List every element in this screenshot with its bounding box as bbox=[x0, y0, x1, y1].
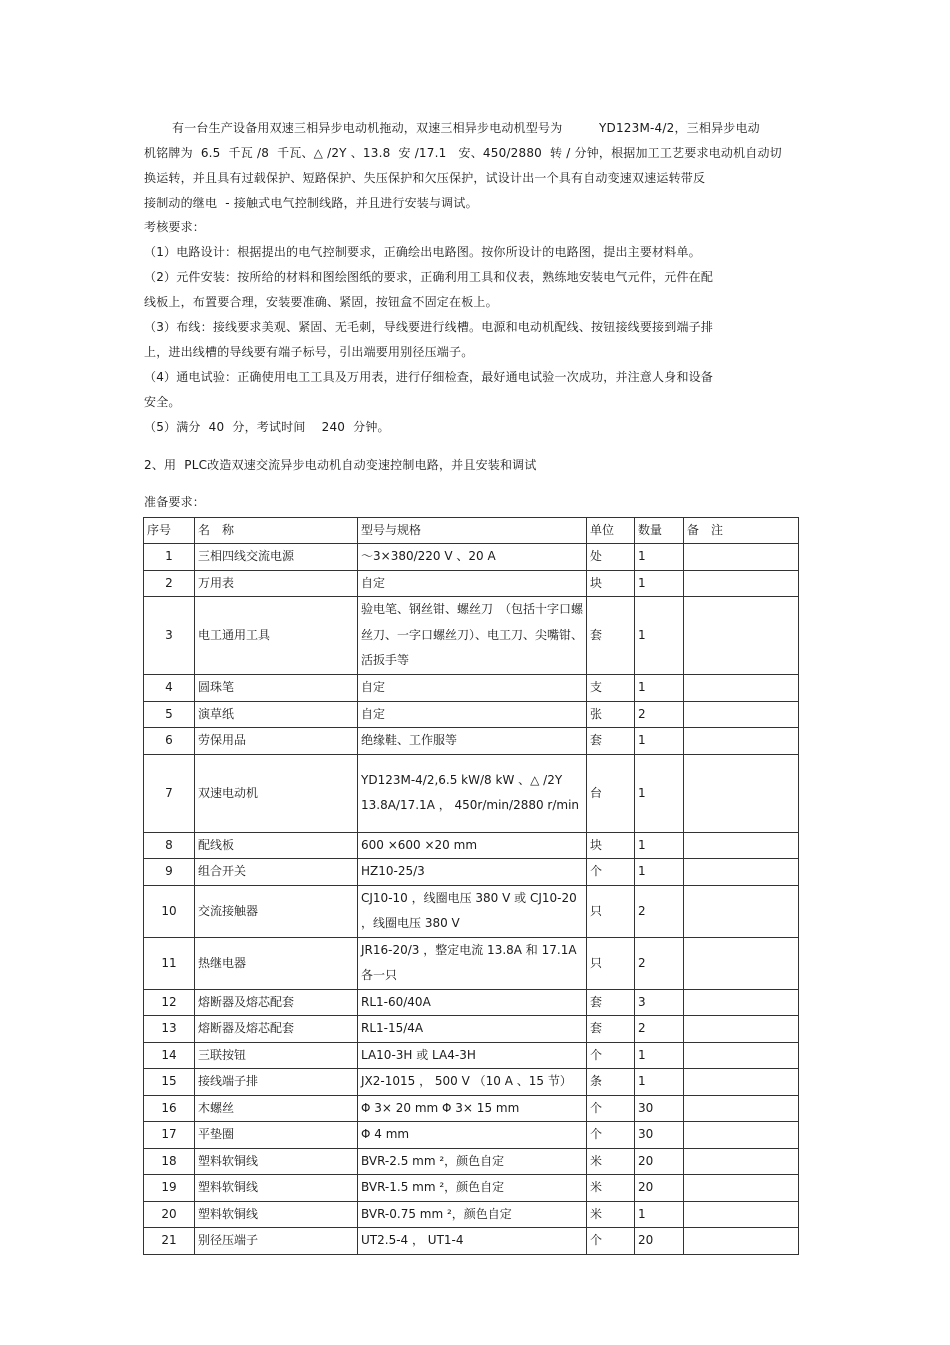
cell-unit: 块 bbox=[587, 570, 635, 597]
assessment-item: （1）电路设计：根据提出的电气控制要求，正确绘出电路图。按你所设计的电路图，提出主要材料单。 bbox=[144, 245, 701, 259]
cell-name: 塑料软铜线 bbox=[195, 1175, 358, 1202]
cell-qty: 1 bbox=[635, 728, 684, 755]
cell-no: 16 bbox=[144, 1095, 195, 1122]
cell-name: 组合开关 bbox=[195, 859, 358, 886]
table-row bbox=[144, 1042, 799, 1069]
cell-name: 配线板 bbox=[195, 832, 358, 859]
cell-no: 7 bbox=[144, 754, 195, 832]
intro-line: 换运转，并且具有过载保护、短路保护、失压保护和欠压保护，试设计出一个具有自动变速双速运转带反 bbox=[144, 171, 706, 185]
cell-qty: 1 bbox=[635, 1201, 684, 1228]
cell-note bbox=[684, 1228, 799, 1255]
cell-spec: 验电笔、钢丝钳、螺丝刀 （包括十字口螺丝刀、一字口螺丝刀）、电工刀、尖嘴钳、活扳手等 bbox=[358, 597, 587, 675]
cell-no: 9 bbox=[144, 859, 195, 886]
cell-name: 演草纸 bbox=[195, 701, 358, 728]
cell-name: 熔断器及熔芯配套 bbox=[195, 989, 358, 1016]
cell-no: 18 bbox=[144, 1148, 195, 1175]
cell-note bbox=[684, 701, 799, 728]
table-row bbox=[144, 937, 799, 989]
cell-name: 双速电动机 bbox=[195, 754, 358, 832]
table-row bbox=[144, 1122, 799, 1149]
cell-unit: 米 bbox=[587, 1201, 635, 1228]
cell-name: 塑料软铜线 bbox=[195, 1201, 358, 1228]
assessment-item: （4）通电试验：正确使用电工工具及万用表，进行仔细检查，最好通电试验一次成功，并注意人身和设备 bbox=[144, 370, 714, 384]
cell-name: 平垫圈 bbox=[195, 1122, 358, 1149]
table-row bbox=[144, 1016, 799, 1043]
cell-unit: 套 bbox=[587, 597, 635, 675]
cell-no: 3 bbox=[144, 597, 195, 675]
cell-no: 6 bbox=[144, 728, 195, 755]
cell-no: 14 bbox=[144, 1042, 195, 1069]
cell-name: 劳保用品 bbox=[195, 728, 358, 755]
table-row bbox=[144, 885, 799, 937]
header-spec: 型号与规格 bbox=[358, 518, 587, 544]
cell-no: 8 bbox=[144, 832, 195, 859]
cell-no: 1 bbox=[144, 544, 195, 571]
cell-name: 别径压端子 bbox=[195, 1228, 358, 1255]
cell-note bbox=[684, 1016, 799, 1043]
assessment-item: 线板上，布置要合理，安装要准确、紧固，按钮盒不固定在板上。 bbox=[144, 295, 498, 309]
cell-note bbox=[684, 859, 799, 886]
cell-qty: 1 bbox=[635, 832, 684, 859]
cell-unit: 条 bbox=[587, 1069, 635, 1096]
table-row bbox=[144, 597, 799, 675]
cell-note bbox=[684, 832, 799, 859]
table-row bbox=[144, 701, 799, 728]
cell-name: 接线端子排 bbox=[195, 1069, 358, 1096]
cell-no: 13 bbox=[144, 1016, 195, 1043]
table-row bbox=[144, 1228, 799, 1255]
cell-unit: 个 bbox=[587, 1042, 635, 1069]
cell-spec: 600 ×600 ×20 mm bbox=[358, 832, 587, 859]
assessment-item: （3）布线：接线要求美观、紧固、无毛刺，导线要进行线槽。电源和电动机配线、按钮接线要接到端子排 bbox=[144, 320, 714, 334]
table-row bbox=[144, 1201, 799, 1228]
cell-name: 热继电器 bbox=[195, 937, 358, 989]
cell-no: 19 bbox=[144, 1175, 195, 1202]
cell-qty: 2 bbox=[635, 885, 684, 937]
intro-line: 有一台生产设备用双速三相异步电动机拖动，双速三相异步电动机型号为 YD123M-4/2，三相异步电动 bbox=[172, 121, 760, 135]
cell-no: 4 bbox=[144, 675, 195, 702]
cell-spec: RL1-60/40A bbox=[358, 989, 587, 1016]
cell-no: 5 bbox=[144, 701, 195, 728]
assessment-heading: 考核要求： bbox=[144, 220, 206, 234]
cell-qty: 30 bbox=[635, 1095, 684, 1122]
table-row bbox=[144, 570, 799, 597]
cell-unit: 个 bbox=[587, 859, 635, 886]
cell-qty: 1 bbox=[635, 597, 684, 675]
header-no: 序号 bbox=[144, 518, 195, 544]
cell-qty: 1 bbox=[635, 1042, 684, 1069]
cell-name: 万用表 bbox=[195, 570, 358, 597]
cell-spec: YD123M-4/2,6.5 kW/8 kW 、△ /2Y 13.8A/17.1A ， 450r/min/2880 r/min bbox=[358, 754, 587, 832]
cell-qty: 1 bbox=[635, 544, 684, 571]
cell-qty: 2 bbox=[635, 1016, 684, 1043]
cell-name: 交流接触器 bbox=[195, 885, 358, 937]
table-row bbox=[144, 754, 799, 832]
cell-qty: 1 bbox=[635, 1069, 684, 1096]
cell-no: 2 bbox=[144, 570, 195, 597]
cell-note bbox=[684, 1175, 799, 1202]
cell-unit: 米 bbox=[587, 1175, 635, 1202]
cell-note bbox=[684, 570, 799, 597]
cell-spec: UT2.5-4 ， UT1-4 bbox=[358, 1228, 587, 1255]
table-row bbox=[144, 675, 799, 702]
cell-note bbox=[684, 544, 799, 571]
cell-note bbox=[684, 675, 799, 702]
cell-name: 三相四线交流电源 bbox=[195, 544, 358, 571]
cell-note bbox=[684, 1148, 799, 1175]
cell-note bbox=[684, 885, 799, 937]
header-name: 名 称 bbox=[195, 518, 358, 544]
cell-spec: JR16-20/3 ，整定电流 13.8A 和 17.1A 各一只 bbox=[358, 937, 587, 989]
cell-spec: Φ 4 mm bbox=[358, 1122, 587, 1149]
cell-unit: 米 bbox=[587, 1148, 635, 1175]
materials-table bbox=[143, 517, 799, 1255]
cell-qty: 1 bbox=[635, 570, 684, 597]
cell-unit: 套 bbox=[587, 1016, 635, 1043]
table-row bbox=[144, 1148, 799, 1175]
table-row bbox=[144, 832, 799, 859]
cell-spec: 自定 bbox=[358, 701, 587, 728]
cell-qty: 20 bbox=[635, 1148, 684, 1175]
cell-note bbox=[684, 1095, 799, 1122]
cell-qty: 2 bbox=[635, 701, 684, 728]
cell-unit: 处 bbox=[587, 544, 635, 571]
cell-note bbox=[684, 754, 799, 832]
cell-spec: RL1-15/4A bbox=[358, 1016, 587, 1043]
cell-qty: 1 bbox=[635, 675, 684, 702]
cell-spec: Φ 3× 20 mm Φ 3× 15 mm bbox=[358, 1095, 587, 1122]
cell-unit: 个 bbox=[587, 1095, 635, 1122]
header-qty: 数量 bbox=[635, 518, 684, 544]
cell-name: 电工通用工具 bbox=[195, 597, 358, 675]
cell-note bbox=[684, 1122, 799, 1149]
cell-name: 熔断器及熔芯配套 bbox=[195, 1016, 358, 1043]
cell-unit: 套 bbox=[587, 989, 635, 1016]
cell-note bbox=[684, 1042, 799, 1069]
cell-qty: 2 bbox=[635, 937, 684, 989]
cell-spec: CJ10-10 ，线圈电压 380 V 或 CJ10-20 ，线圈电压 380 V bbox=[358, 885, 587, 937]
assessment-item: （2）元件安装：按所给的材料和图绘图纸的要求，正确利用工具和仪表，熟练地安装电气元件，元件在配 bbox=[144, 270, 714, 284]
section-title: 2、用 PLC改造双速交流异步电动机自动变速控制电路，并且安装和调试 bbox=[144, 458, 537, 472]
cell-note bbox=[684, 597, 799, 675]
cell-unit: 块 bbox=[587, 832, 635, 859]
table-row bbox=[144, 1095, 799, 1122]
cell-unit: 台 bbox=[587, 754, 635, 832]
cell-note bbox=[684, 937, 799, 989]
cell-spec: JX2-1015 ， 500 V （10 A 、15 节） bbox=[358, 1069, 587, 1096]
cell-spec: BVR-2.5 mm ²，颜色自定 bbox=[358, 1148, 587, 1175]
cell-note bbox=[684, 1069, 799, 1096]
table-row bbox=[144, 1175, 799, 1202]
assessment-item: （5）满分 40 分，考试时间 240 分钟。 bbox=[144, 420, 390, 434]
cell-no: 21 bbox=[144, 1228, 195, 1255]
cell-spec: HZ10-25/3 bbox=[358, 859, 587, 886]
assessment-item: 上，进出线槽的导线要有端子标号，引出端要用别径压端子。 bbox=[144, 345, 474, 359]
header-note: 备 注 bbox=[684, 518, 799, 544]
cell-unit: 支 bbox=[587, 675, 635, 702]
cell-unit: 只 bbox=[587, 937, 635, 989]
cell-spec: LA10-3H 或 LA4-3H bbox=[358, 1042, 587, 1069]
intro-line: 接制动的继电 - 接触式电气控制线路，并且进行安装与调试。 bbox=[144, 196, 478, 210]
cell-no: 10 bbox=[144, 885, 195, 937]
cell-qty: 1 bbox=[635, 754, 684, 832]
cell-spec: 自定 bbox=[358, 570, 587, 597]
cell-qty: 1 bbox=[635, 859, 684, 886]
cell-qty: 3 bbox=[635, 989, 684, 1016]
header-unit: 单位 bbox=[587, 518, 635, 544]
cell-spec: 自定 bbox=[358, 675, 587, 702]
cell-qty: 20 bbox=[635, 1228, 684, 1255]
cell-name: 木螺丝 bbox=[195, 1095, 358, 1122]
table-header-row bbox=[144, 518, 799, 544]
cell-name: 圆珠笔 bbox=[195, 675, 358, 702]
cell-unit: 个 bbox=[587, 1228, 635, 1255]
cell-unit: 个 bbox=[587, 1122, 635, 1149]
cell-qty: 30 bbox=[635, 1122, 684, 1149]
cell-unit: 套 bbox=[587, 728, 635, 755]
prep-heading: 准备要求： bbox=[144, 495, 206, 509]
table-row bbox=[144, 728, 799, 755]
cell-no: 20 bbox=[144, 1201, 195, 1228]
cell-note bbox=[684, 1201, 799, 1228]
cell-no: 17 bbox=[144, 1122, 195, 1149]
cell-name: 三联按钮 bbox=[195, 1042, 358, 1069]
cell-unit: 张 bbox=[587, 701, 635, 728]
cell-spec: 绝缘鞋、工作服等 bbox=[358, 728, 587, 755]
cell-spec: BVR-0.75 mm ²，颜色自定 bbox=[358, 1201, 587, 1228]
cell-note bbox=[684, 989, 799, 1016]
cell-name: 塑料软铜线 bbox=[195, 1148, 358, 1175]
intro-line: 机铭牌为 6.5 千瓦 /8 千瓦、△ /2Y 、13.8 安 /17.1 安、450/2880 转 / 分钟，根据加工工艺要求电动机自动切 bbox=[144, 146, 782, 160]
table-row bbox=[144, 1069, 799, 1096]
table-row bbox=[144, 989, 799, 1016]
table-row bbox=[144, 859, 799, 886]
cell-no: 11 bbox=[144, 937, 195, 989]
table-row bbox=[144, 544, 799, 571]
cell-spec: ～3×380/220 V 、20 A bbox=[358, 544, 587, 571]
cell-unit: 只 bbox=[587, 885, 635, 937]
assessment-item: 安全。 bbox=[144, 395, 181, 409]
cell-note bbox=[684, 728, 799, 755]
cell-no: 12 bbox=[144, 989, 195, 1016]
cell-spec: BVR-1.5 mm ²，颜色自定 bbox=[358, 1175, 587, 1202]
cell-qty: 20 bbox=[635, 1175, 684, 1202]
cell-no: 15 bbox=[144, 1069, 195, 1096]
